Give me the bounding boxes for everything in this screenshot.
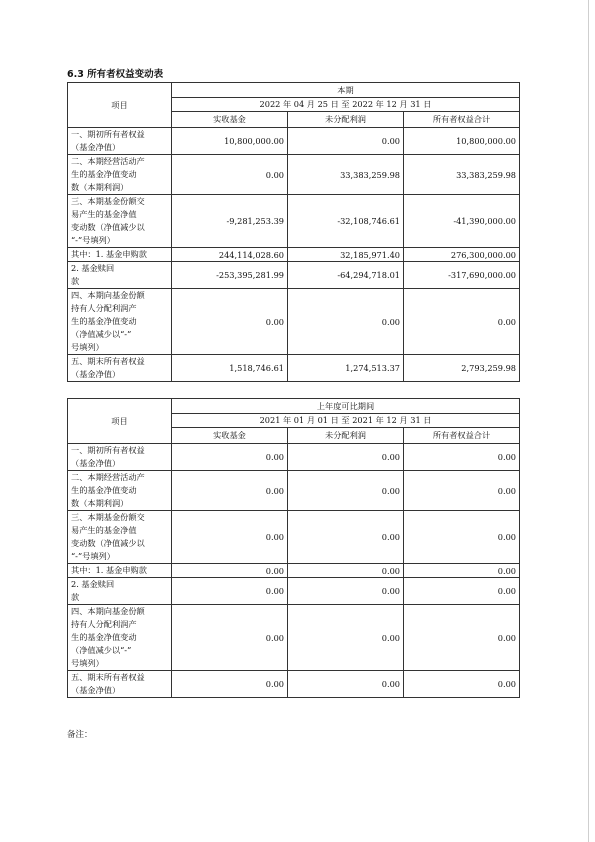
row-label-line: 三、本期基金份额交 xyxy=(71,196,145,206)
row-label-line: 号填列） xyxy=(71,342,104,352)
section-title: 6.3 所有者权益变动表 xyxy=(67,69,164,80)
paid-in-fund-value: 0.00 xyxy=(172,155,288,195)
total-equity-value: 0.00 xyxy=(404,511,520,564)
period-label: 上年度可比期间 xyxy=(172,399,520,414)
row-label-line: 2. 基金赎回 xyxy=(71,579,115,589)
row-label-line: 五、期末所有者权益 xyxy=(71,356,145,366)
col-total-equity: 所有者权益合计 xyxy=(404,112,520,128)
row-label-line: （净值减少以“-” xyxy=(71,329,132,339)
row-label-line: 变动数（净值减少以 xyxy=(71,222,145,232)
row-label-line: 二、本期经营活动产 xyxy=(71,472,145,482)
row-label-line: 生的基金净值变动 xyxy=(71,632,137,642)
paid-in-fund-value: 10,800,000.00 xyxy=(172,128,288,155)
row-label-line: 2. 基金赎回 xyxy=(71,263,115,273)
paid-in-fund-value: -253,395,281.99 xyxy=(172,262,288,289)
row-label-line: “-”号填列） xyxy=(71,235,115,245)
table-row xyxy=(68,262,520,289)
row-label-line: 三、本期基金份额交 xyxy=(71,512,145,522)
undistributed-profit-value: 32,185,971.40 xyxy=(288,248,404,262)
paid-in-fund-value: 0.00 xyxy=(172,605,288,671)
paid-in-fund-value: 0.00 xyxy=(172,289,288,355)
row-label-line: 号填列） xyxy=(71,658,104,668)
table-row xyxy=(68,195,520,248)
table-row xyxy=(68,578,520,605)
row-label xyxy=(68,289,172,355)
undistributed-profit-value: 1,274,513.37 xyxy=(288,355,404,382)
paid-in-fund-value: 0.00 xyxy=(172,564,288,578)
row-label-line: 持有人分配利润产 xyxy=(71,303,137,313)
total-equity-value: 0.00 xyxy=(404,564,520,578)
row-label-line: 变动数（净值减少以 xyxy=(71,538,145,548)
undistributed-profit-value: -64,294,718.01 xyxy=(288,262,404,289)
paid-in-fund-value: -9,281,253.39 xyxy=(172,195,288,248)
total-equity-value: 0.00 xyxy=(404,444,520,471)
undistributed-profit-value: 0.00 xyxy=(288,671,404,698)
table-row xyxy=(68,248,520,262)
undistributed-profit-value: 0.00 xyxy=(288,471,404,511)
total-equity-value: 0.00 xyxy=(404,671,520,698)
undistributed-profit-value: -32,108,746.61 xyxy=(288,195,404,248)
notes-label: 备注： xyxy=(67,730,93,740)
row-label-line: 其中：1. 基金申购款 xyxy=(71,565,147,575)
row-label-line: 二、本期经营活动产 xyxy=(71,156,145,166)
equity-table-previous xyxy=(67,398,520,698)
undistributed-profit-value: 0.00 xyxy=(288,128,404,155)
row-label xyxy=(68,155,172,195)
page-edge-line xyxy=(588,0,589,842)
table-row xyxy=(68,471,520,511)
table-row xyxy=(68,671,520,698)
undistributed-profit-value: 33,383,259.98 xyxy=(288,155,404,195)
item-header: 项目 xyxy=(68,83,172,128)
undistributed-profit-value: 0.00 xyxy=(288,564,404,578)
row-label-line: （基金净值） xyxy=(71,685,121,695)
total-equity-value: 2,793,259.98 xyxy=(404,355,520,382)
period-label: 本期 xyxy=(172,83,520,98)
table-row xyxy=(68,355,520,382)
total-equity-value: -41,390,000.00 xyxy=(404,195,520,248)
row-label-line: 易产生的基金净值 xyxy=(71,525,137,535)
col-paid-in-fund: 实收基金 xyxy=(172,112,288,128)
table-row xyxy=(68,605,520,671)
row-label-line: 款 xyxy=(71,592,80,602)
row-label xyxy=(68,355,172,382)
total-equity-value: 0.00 xyxy=(404,578,520,605)
total-equity-value: 0.00 xyxy=(404,289,520,355)
row-label xyxy=(68,471,172,511)
row-label xyxy=(68,248,172,262)
row-label-line: （基金净值） xyxy=(71,369,121,379)
undistributed-profit-value: 0.00 xyxy=(288,444,404,471)
row-label-line: 一、期初所有者权益 xyxy=(71,129,145,139)
table-row xyxy=(68,128,520,155)
total-equity-value: -317,690,000.00 xyxy=(404,262,520,289)
row-label-line: 四、本期向基金份额 xyxy=(71,606,145,616)
row-label-line: 一、期初所有者权益 xyxy=(71,445,145,455)
row-label-line: 生的基金净值变动 xyxy=(71,316,137,326)
row-label-line: （净值减少以“-” xyxy=(71,645,132,655)
undistributed-profit-value: 0.00 xyxy=(288,578,404,605)
period-range: 2022 年 04 月 25 日 至 2022 年 12 月 31 日 xyxy=(172,98,520,112)
total-equity-value: 10,800,000.00 xyxy=(404,128,520,155)
table-row xyxy=(68,564,520,578)
table-row xyxy=(68,511,520,564)
table-row xyxy=(68,444,520,471)
row-label-line: 持有人分配利润产 xyxy=(71,619,137,629)
paid-in-fund-value: 0.00 xyxy=(172,444,288,471)
row-label-line: 数（本期利润） xyxy=(71,182,129,192)
row-label xyxy=(68,564,172,578)
table-row xyxy=(68,155,520,195)
row-label-line: （基金净值） xyxy=(71,458,121,468)
paid-in-fund-value: 0.00 xyxy=(172,471,288,511)
row-label-line: 数（本期利润） xyxy=(71,498,129,508)
col-paid-in-fund: 实收基金 xyxy=(172,428,288,444)
row-label-line: 生的基金净值变动 xyxy=(71,169,137,179)
total-equity-value: 0.00 xyxy=(404,605,520,671)
row-label xyxy=(68,511,172,564)
row-label xyxy=(68,671,172,698)
row-label-line: 四、本期向基金份额 xyxy=(71,290,145,300)
row-label-line: 其中：1. 基金申购款 xyxy=(71,249,147,259)
item-header: 项目 xyxy=(68,399,172,444)
row-label-line: 易产生的基金净值 xyxy=(71,209,137,219)
paid-in-fund-value: 244,114,028.60 xyxy=(172,248,288,262)
undistributed-profit-value: 0.00 xyxy=(288,511,404,564)
row-label xyxy=(68,444,172,471)
paid-in-fund-value: 0.00 xyxy=(172,578,288,605)
undistributed-profit-value: 0.00 xyxy=(288,289,404,355)
row-label xyxy=(68,578,172,605)
row-label-line: （基金净值） xyxy=(71,142,121,152)
row-label xyxy=(68,262,172,289)
undistributed-profit-value: 0.00 xyxy=(288,605,404,671)
row-label xyxy=(68,195,172,248)
period-range: 2021 年 01 月 01 日 至 2021 年 12 月 31 日 xyxy=(172,414,520,428)
row-label-line: 五、期末所有者权益 xyxy=(71,672,145,682)
row-label xyxy=(68,605,172,671)
table-row xyxy=(68,289,520,355)
row-label-line: 款 xyxy=(71,276,80,286)
paid-in-fund-value: 1,518,746.61 xyxy=(172,355,288,382)
row-label xyxy=(68,128,172,155)
total-equity-value: 276,300,000.00 xyxy=(404,248,520,262)
col-undistributed-profit: 未分配利润 xyxy=(288,112,404,128)
col-total-equity: 所有者权益合计 xyxy=(404,428,520,444)
total-equity-value: 0.00 xyxy=(404,471,520,511)
row-label-line: 生的基金净值变动 xyxy=(71,485,137,495)
paid-in-fund-value: 0.00 xyxy=(172,671,288,698)
paid-in-fund-value: 0.00 xyxy=(172,511,288,564)
total-equity-value: 33,383,259.98 xyxy=(404,155,520,195)
equity-table-current xyxy=(67,82,520,382)
col-undistributed-profit: 未分配利润 xyxy=(288,428,404,444)
row-label-line: “-”号填列） xyxy=(71,551,115,561)
